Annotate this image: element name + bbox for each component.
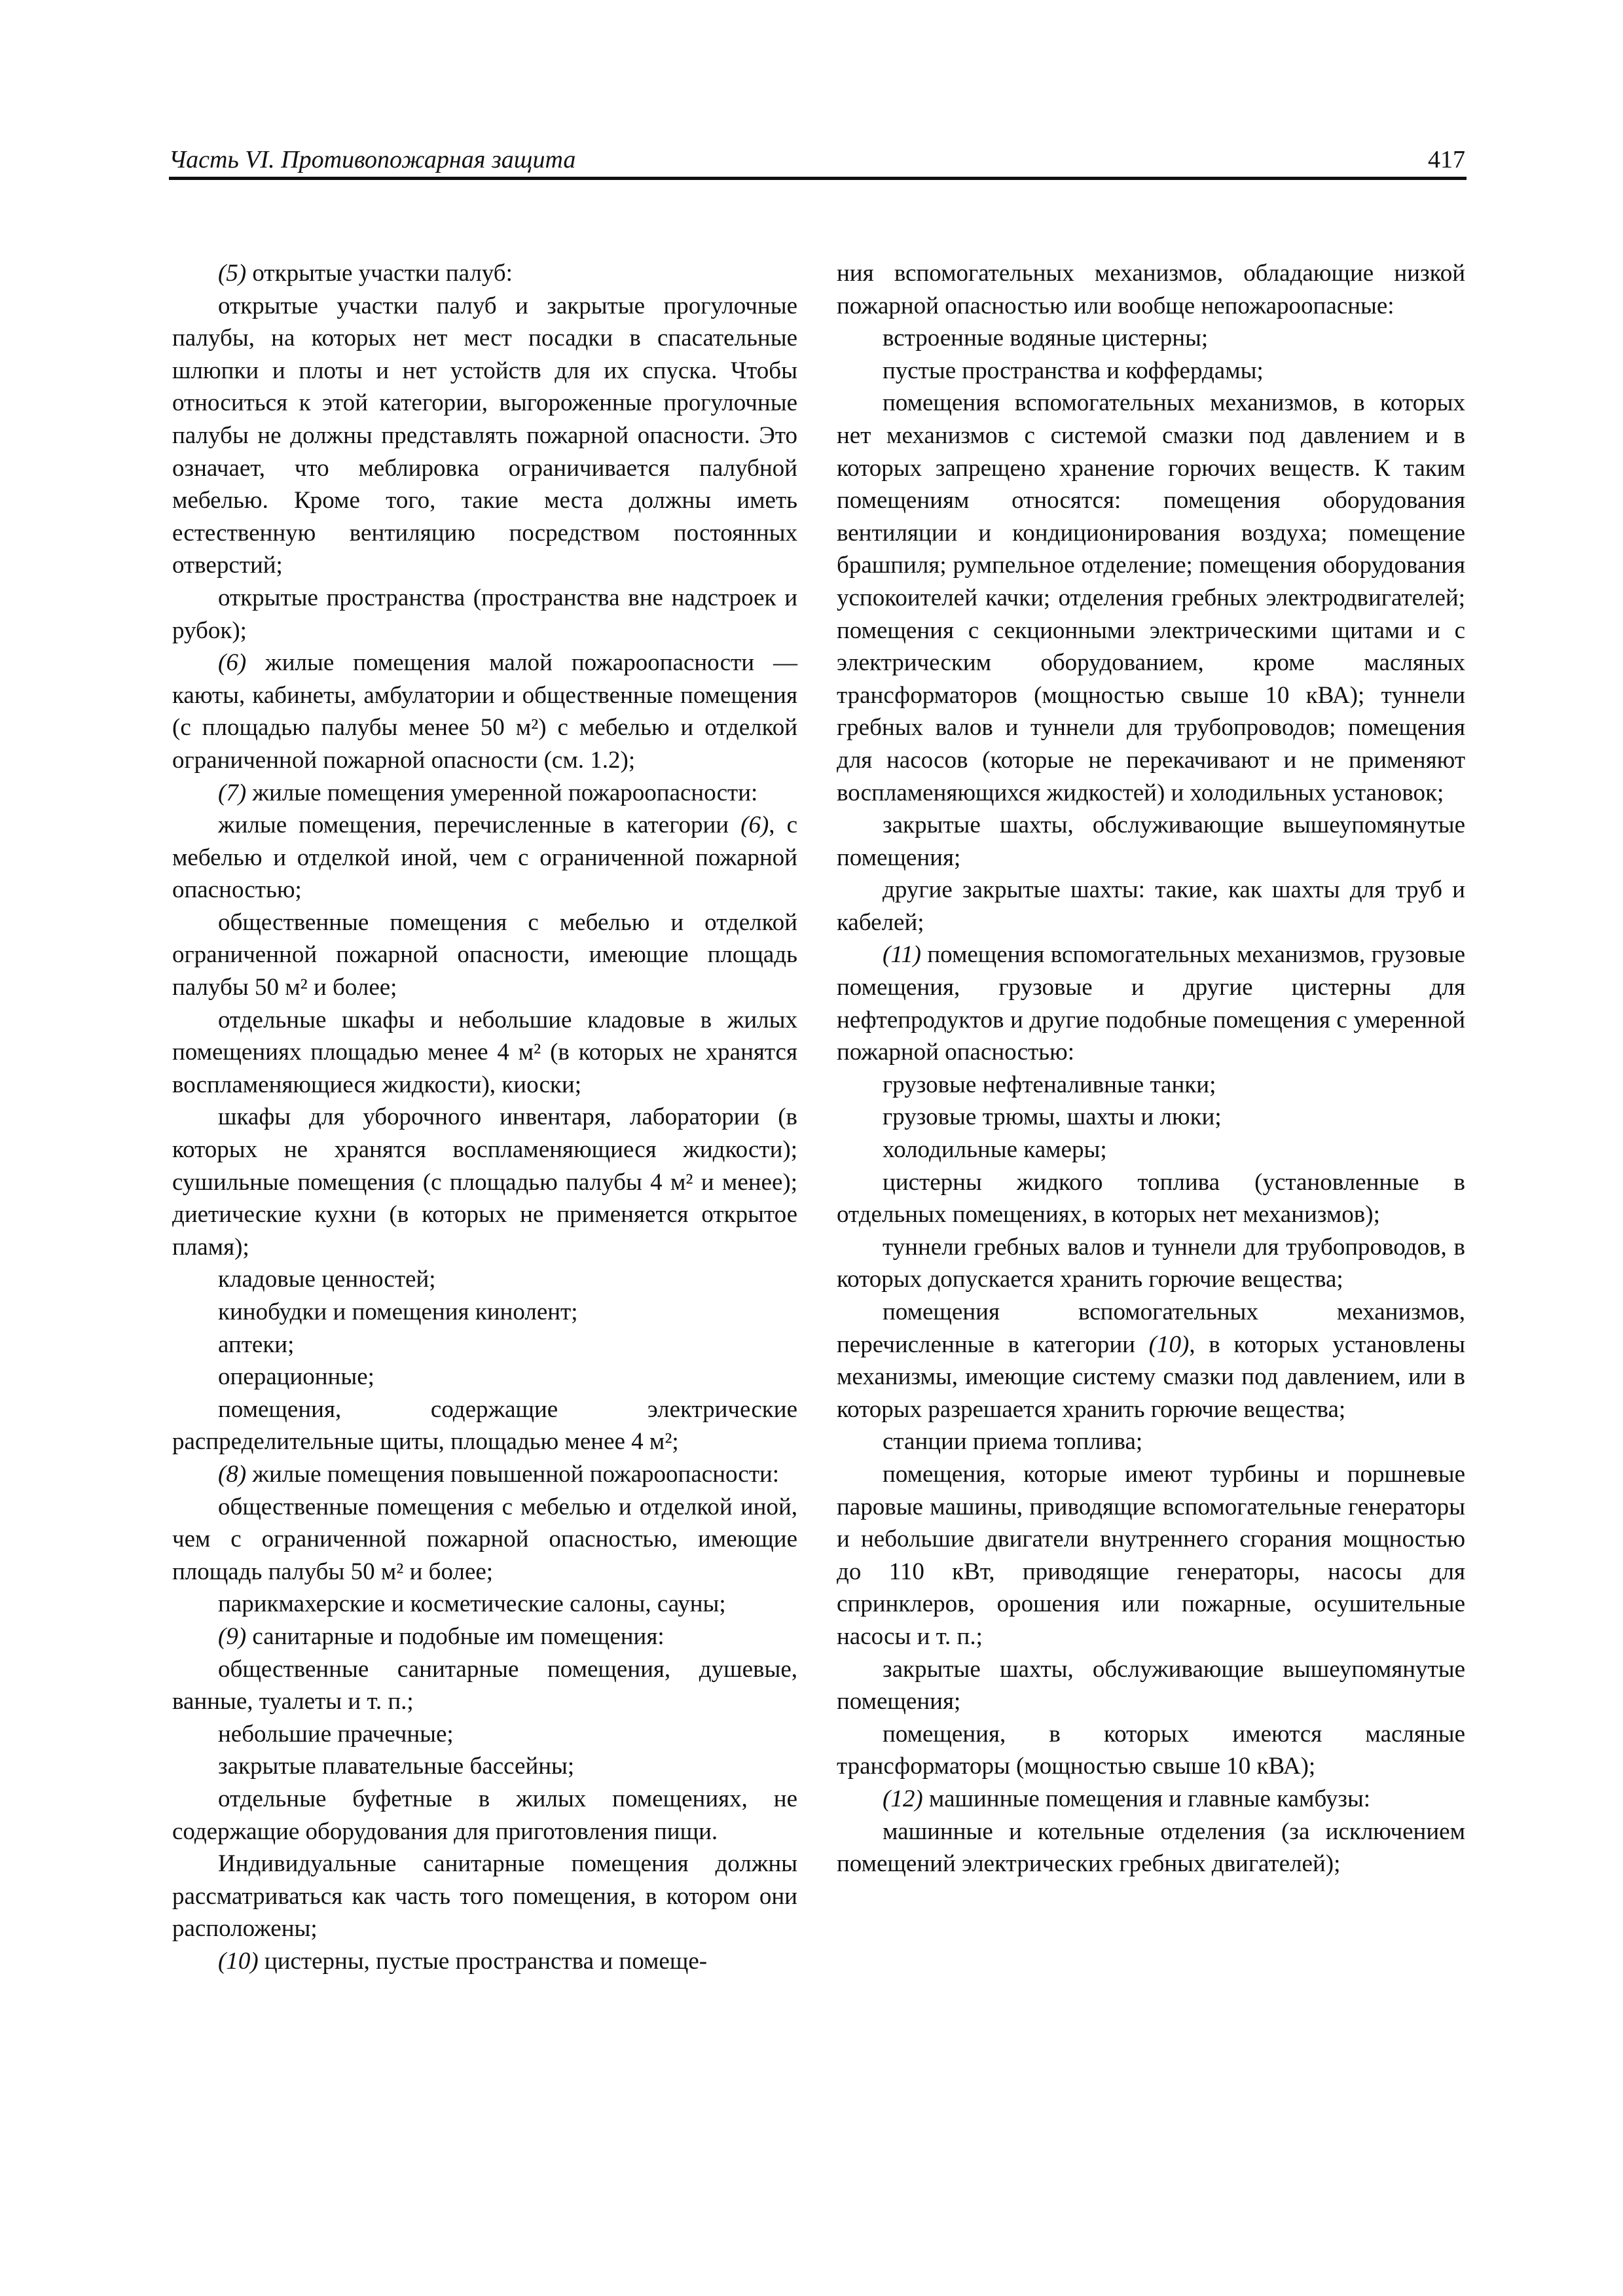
category-number: (10) xyxy=(218,1947,259,1975)
paragraph-text: отдельные шкафы и небольшие кладовые в жилых помещениях площадью менее 4 м² (в которых не хранятся воспламеняющиеся жидкости), киоски; xyxy=(172,1006,797,1098)
category-number: (11) xyxy=(883,941,921,969)
paragraph-text: другие закрытые шахты: такие, как шахты для труб и кабелей; xyxy=(837,876,1465,936)
paragraph xyxy=(172,290,797,582)
paragraph xyxy=(837,1426,1465,1458)
paragraph xyxy=(172,1329,797,1361)
paragraph xyxy=(172,647,797,776)
paragraph-text: цистерны, пустые пространства и помеще- xyxy=(258,1947,708,1975)
category-number: (12) xyxy=(883,1785,923,1812)
paragraph xyxy=(172,1750,797,1783)
paragraph-text: грузовые нефтеналивные танки; xyxy=(883,1071,1216,1098)
paragraph xyxy=(172,582,797,647)
paragraph xyxy=(172,1263,797,1296)
paragraph-text: помещения вспомогательных механизмов, перечисленные в категории xyxy=(837,1299,1465,1358)
paragraph xyxy=(837,874,1465,939)
paragraph-text: станции приема топлива; xyxy=(883,1428,1143,1456)
paragraph xyxy=(837,387,1465,809)
paragraph xyxy=(172,1848,797,1945)
paragraph xyxy=(172,1945,797,1978)
paragraph-text: холодильные камеры; xyxy=(883,1136,1107,1164)
paragraph xyxy=(172,1458,797,1491)
paragraph-text: Индивидуальные санитарные помещения должны рассматриваться как часть того помещения, в котором они расположены; xyxy=(172,1850,797,1943)
category-number: (5) xyxy=(218,260,247,287)
paragraph-text: закрытые шахты, обслуживающие вышеупомянутые помещения; xyxy=(837,1655,1465,1715)
paragraph-text: небольшие прачечные; xyxy=(218,1720,454,1748)
paragraph xyxy=(172,1718,797,1751)
paragraph xyxy=(837,1069,1465,1102)
paragraph xyxy=(172,1101,797,1263)
paragraph-text: санитарные и подобные им помещения: xyxy=(246,1623,665,1650)
paragraph xyxy=(172,906,797,1004)
category-number: (10) xyxy=(1148,1331,1190,1358)
paragraph-text: операционные; xyxy=(218,1363,374,1391)
paragraph xyxy=(837,1458,1465,1653)
paragraph xyxy=(172,1393,797,1458)
paragraph-text: общественные помещения с мебелью и отделкой иной, чем с ограниченной пожарной опасностью, имеющие площадь палубы 50 м² и более; xyxy=(172,1493,797,1585)
category-number: (6) xyxy=(218,649,247,677)
running-header xyxy=(169,145,1465,178)
paragraph-text: закрытые шахты, обслуживающие вышеупомянутые помещения; xyxy=(837,812,1465,871)
paragraph-text: открытые участки палуб: xyxy=(246,260,513,287)
paragraph xyxy=(172,1783,797,1848)
paragraph xyxy=(172,1621,797,1653)
paragraph-text: шкафы для уборочного инвентаря, лаборатории (в которых не хранятся воспламеняющиеся жидкости); сушильные помещения (с площадью палубы 4 м² и менее); диетические кухни (в которых не применяется открытое пламя); xyxy=(172,1103,797,1261)
paragraph-text: кладовые ценностей; xyxy=(218,1266,436,1293)
paragraph-text: жилые помещения повышенной пожароопасности: xyxy=(246,1460,780,1488)
paragraph xyxy=(172,1588,797,1621)
paragraph-text: встроенные водяные цистерны; xyxy=(883,325,1209,352)
paragraph-text: отдельные буфетные в жилых помещениях, не содержащие оборудования для приготовления пищи. xyxy=(172,1785,797,1845)
paragraph-text: , в которых установлены механизмы, имеющие систему смазки под давлением, или в которых разрешается хранить горючие вещества; xyxy=(837,1331,1466,1423)
paragraph xyxy=(172,1653,797,1718)
paragraph xyxy=(172,809,797,906)
paragraph xyxy=(837,1296,1465,1426)
paragraph xyxy=(837,257,1465,322)
paragraph-text: помещения вспомогательных механизмов, грузовые помещения, грузовые и другие цистерны для нефтепродуктов и другие подобные помещения с умеренной пожарной опасностью: xyxy=(837,941,1465,1066)
page-number: 417 xyxy=(1428,146,1465,173)
paragraph xyxy=(172,777,797,810)
paragraph-text: жилые помещения, перечисленные в категории xyxy=(218,812,741,839)
category-number: (7) xyxy=(218,779,247,806)
paragraph-text: открытые пространства (пространства вне надстроек и рубок); xyxy=(172,584,797,644)
category-number: (9) xyxy=(218,1623,247,1650)
paragraph xyxy=(172,1491,797,1588)
paragraph-text: помещения вспомогательных механизмов, в которых нет механизмов с системой смазки под давлением и в которых запрещено хранение горючих веществ. К таким помещениям относятся: помещения оборудования вентиляции и кондиционирования воздуха; помещение брашпиля; румпельное отделение; помещения оборудования успокоителей качки; отделения гребных электродвигателей; помещения с секционными электрическими щитами и с электрическим оборудованием, кроме масляных трансформаторов (мощностью свыше 10 кВА); туннели гребных валов и туннели для трубопроводов; помещения для насосов (которые не перекачивают и не применяют воспламеняющихся жидкостей) и холодильных установок; xyxy=(837,389,1465,806)
paragraph-text: аптеки; xyxy=(218,1331,295,1358)
paragraph-text: цистерны жидкого топлива (установленные в отдельных помещениях, в которых нет механизмов); xyxy=(837,1168,1465,1229)
paragraph xyxy=(172,257,797,290)
paragraph xyxy=(837,1101,1465,1134)
paragraph-text: машинные помещения и главные камбузы: xyxy=(922,1785,1371,1812)
section-title: Часть VI. Противопожарная защита xyxy=(169,146,576,173)
paragraph xyxy=(837,1166,1465,1231)
paragraph-text: закрытые плавательные бассейны; xyxy=(218,1753,575,1780)
paragraph-text: помещения, которые имеют турбины и поршневые паровые машины, приводящие вспомогательные генераторы и небольшие двигатели внутреннего сгорания мощностью до 110 кВт, приводящие генераторы, насосы для спринклеров, орошения или пожарные, осушительные насосы и т. п.; xyxy=(837,1460,1465,1650)
paragraph-text: жилые помещения умеренной пожароопасности: xyxy=(246,779,758,806)
paragraph-text: помещения, в которых имеются масляные трансформаторы (мощностью свыше 10 кВА); xyxy=(837,1720,1465,1780)
paragraph xyxy=(172,1361,797,1393)
paragraph xyxy=(837,1718,1465,1783)
paragraph xyxy=(837,1653,1465,1718)
paragraph xyxy=(172,1296,797,1329)
paragraph-text: помещения, содержащие электрические распределительные щиты, площадью менее 4 м²; xyxy=(172,1395,797,1456)
header-rule xyxy=(169,177,1467,180)
paragraph-text: машинные и котельные отделения (за исключением помещений электрических гребных двигателей); xyxy=(837,1818,1465,1878)
paragraph-text: пустые пространства и коффердамы; xyxy=(883,357,1264,384)
paragraph-text: туннели гребных валов и туннели для трубопроводов, в которых допускается хранить горючие вещества; xyxy=(837,1233,1465,1293)
paragraph xyxy=(837,809,1465,874)
paragraph-text: жилые помещения малой пожароопасности — каюты, кабинеты, амбулатории и общественные помещения (с площадью палубы менее 50 м²) с мебелью и отделкой ограниченной пожарной опасности (см. 1.2); xyxy=(172,649,797,774)
paragraph-text: открытые участки палуб и закрытые прогулочные палубы, на которых нет мест посадки в спасательные шлюпки и плоты и нет устойств для их спуска. Чтобы относиться к этой категории, выгороженные прогулочные палубы не должны представлять пожарной опасности. Это означает, что меблировка ограничивается палубной мебелью. Кроме того, такие места должны иметь естественную вентиляцию посредством постоянных отверстий; xyxy=(172,292,797,579)
paragraph xyxy=(837,1231,1465,1296)
paragraph xyxy=(837,1816,1465,1880)
paragraph-text: общественные помещения с мебелью и отделкой ограниченной пожарной опасности, имеющие площадь палубы 50 м² и более; xyxy=(172,908,797,1001)
paragraph-text: парикмахерские и косметические салоны, сауны; xyxy=(218,1590,726,1618)
paragraph-text: ния вспомогательных механизмов, обладающие низкой пожарной опасностью или вообще непожароопасные: xyxy=(837,260,1465,319)
paragraph-text: общественные санитарные помещения, душевые, ванные, туалеты и т. п.; xyxy=(172,1655,797,1715)
paragraph xyxy=(837,939,1465,1068)
paragraph xyxy=(837,1134,1465,1166)
left-column xyxy=(172,257,797,1977)
category-number: (8) xyxy=(218,1460,247,1488)
paragraph xyxy=(172,1004,797,1102)
paragraph xyxy=(837,355,1465,387)
paragraph-text: , с мебелью и отделкой иной, чем с ограниченной пожарной опасностью; xyxy=(172,812,797,904)
paragraph-text: кинобудки и помещения кинолент; xyxy=(218,1299,578,1325)
right-column xyxy=(837,257,1465,1880)
paragraph xyxy=(837,322,1465,355)
category-number: (6) xyxy=(740,812,769,839)
paragraph xyxy=(837,1783,1465,1816)
paragraph-text: грузовые трюмы, шахты и люки; xyxy=(883,1103,1222,1131)
